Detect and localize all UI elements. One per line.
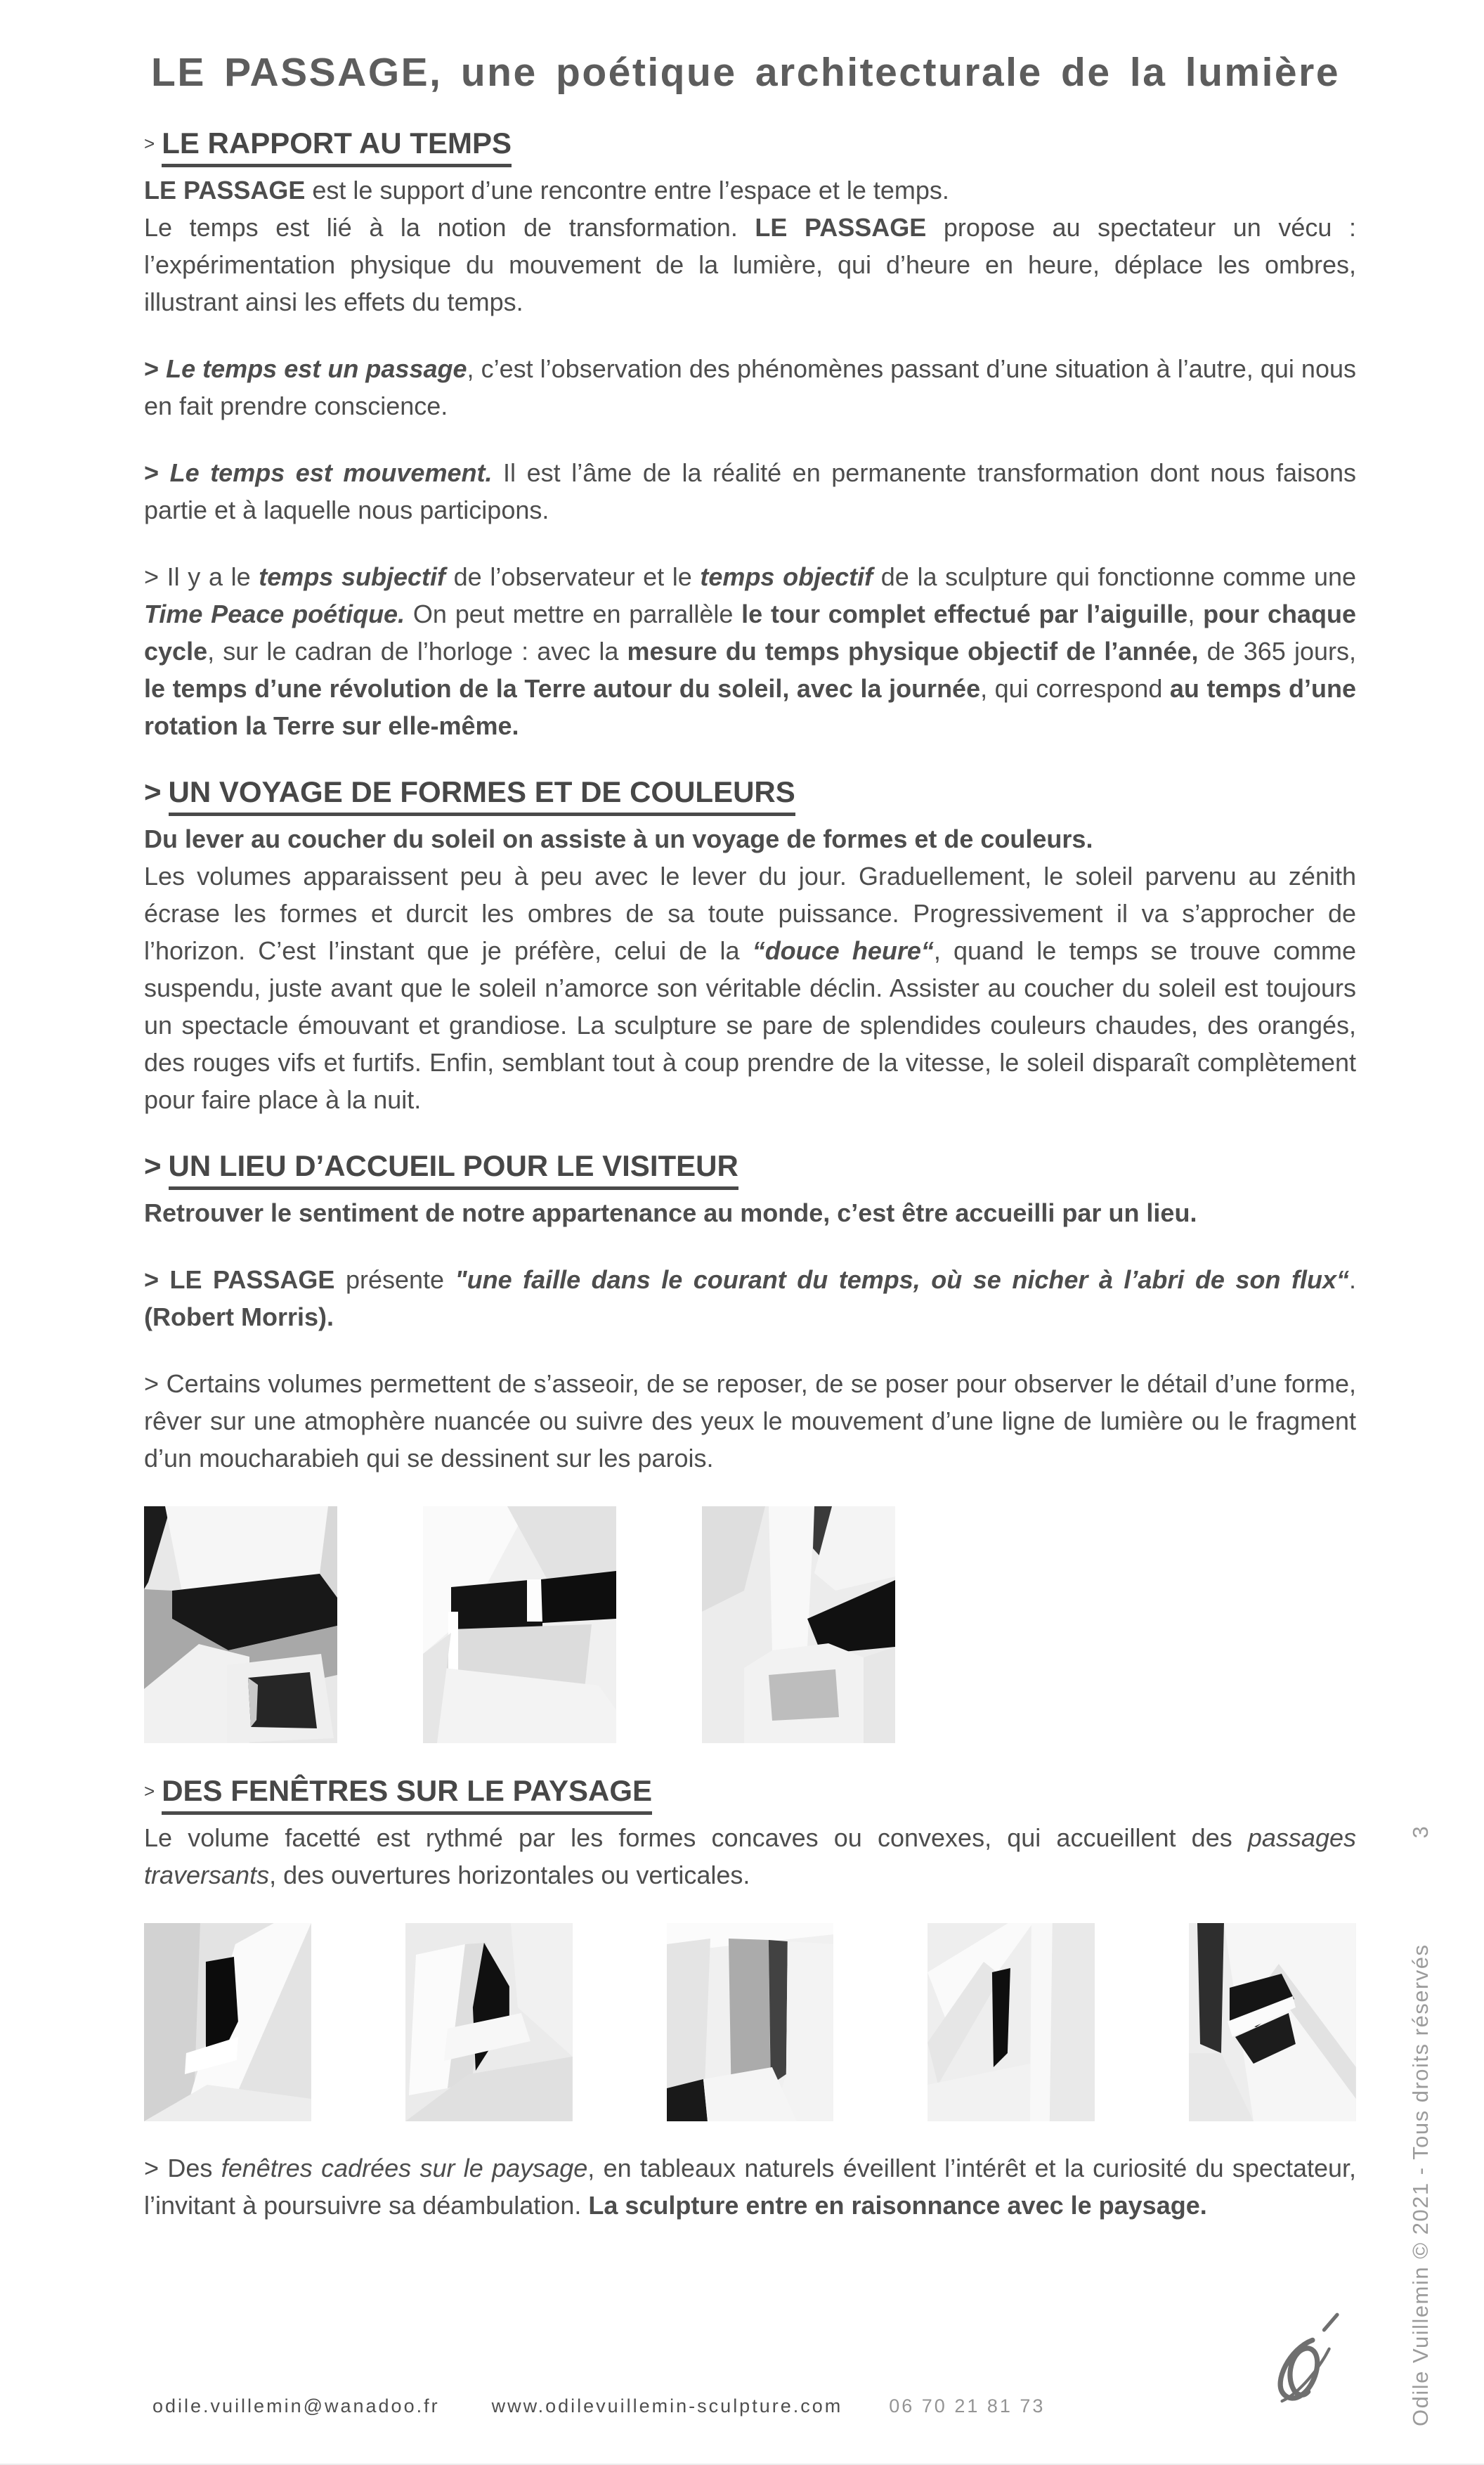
paragraph: > Le temps est un passage, c’est l’observation des phénomènes passant d’une situation à l’autre, qui nous en fait prendre conscience. xyxy=(144,354,1356,420)
paragraph: Du lever au coucher du soleil on assiste à un voyage de formes et de couleurs. xyxy=(144,824,1093,853)
sculpture-photo-7 xyxy=(928,1923,1095,2121)
sculpture-photo-3 xyxy=(702,1506,895,1743)
paragraph: Le temps est lié à la notion de transformation. LE PASSAGE propose au spectateur un vécu : l’expérimentation physique du mouvement de la lumière, qui d’heure en heure, déplace les ombres, illustrant ainsi les effets du temps. xyxy=(144,213,1356,316)
chevron-prefix: > xyxy=(144,133,155,154)
paragraph: Le volume facetté est rythmé par les formes concaves ou convexes, qui accueillent des passages traversants, des ouvertures horizontales ou verticales. xyxy=(144,1823,1356,1889)
section-heading-rapport-au-temps xyxy=(144,127,1356,160)
section-heading-text: UN VOYAGE DE FORMES ET DE COULEURS xyxy=(169,775,795,816)
paragraph: Retrouver le sentiment de notre appartenance au monde, c’est être accueilli par un lieu. xyxy=(144,1198,1197,1227)
chevron-prefix: > xyxy=(144,1780,155,1801)
section-heading-text: LE RAPPORT AU TEMPS xyxy=(162,127,512,167)
sculpture-photo-6 xyxy=(667,1923,834,2121)
copyright-vertical xyxy=(1408,1825,1433,2426)
section-heading-lieu-accueil xyxy=(144,1149,1356,1183)
page-number: 3 xyxy=(1408,1825,1433,1839)
footer-email: odile.vuillemin@wanadoo.fr xyxy=(152,2395,440,2417)
paragraph: > Le temps est mouvement. Il est l’âme de la réalité en permanente transformation dont nous faisons partie et à laquelle nous participons. xyxy=(144,458,1357,524)
footer-website: www.odilevuillemin-sculpture.com xyxy=(491,2395,843,2417)
paragraph: > Des fenêtres cadrées sur le paysage, en tableaux naturels éveillent l’intérêt et la curiosité du spectateur, l’invitant à poursuivre sa déambulation. La sculpture entre en raisonnance avec le paysage. xyxy=(144,2154,1357,2220)
copyright-text: Odile Vuillemin © 2021 - Tous droits réservés xyxy=(1408,1943,1433,2426)
paragraph: LE PASSAGE est le support d’une rencontre entre l’espace et le temps. xyxy=(144,176,949,205)
chevron-prefix: > xyxy=(144,1149,162,1182)
sculpture-photo-2 xyxy=(423,1506,616,1743)
photo-row-2 xyxy=(144,1923,1356,2121)
section-heading-fenetres-paysage xyxy=(144,1774,1356,1808)
chevron-prefix: > xyxy=(144,775,162,808)
paragraph: Les volumes apparaissent peu à peu avec le lever du jour. Graduellement, le soleil parvenu au zénith écrase les formes et durcit les ombres de sa toute puissance. Progressivement il va s’approcher de l’horizon. C’est l’instant que je préfère, celui de la “douce heure“, quand le temps se trouve comme suspendu, juste avant que le soleil n’amorce son véritable déclin. Assister au coucher du soleil est toujours un spectacle émouvant et grandiose. La sculpture se pare de splendides couleurs chaudes, des orangés, des rouges vifs et furtifs. Enfin, semblant tout à coup prendre de la vitesse, le soleil disparaît complètement pour faire place à la nuit. xyxy=(144,862,1356,1114)
paragraph: > LE PASSAGE présente "une faille dans le courant du temps, où se nicher à l’abri de son flux“. (Robert Morris). xyxy=(144,1265,1356,1331)
paragraph: > Il y a le temps subjectif de l’observateur et le temps objectif de la sculpture qui fonctionne comme une Time Peace poétique. On peut mettre en parrallèle le tour complet effectué par l’aiguille, pour chaque cycle, sur le cadran de l’horloge : avec la mesure du temps physique objectif de l’année, de 365 jours, le temps d’une révolution de la Terre autour du soleil, avec la journée, qui correspond au temps d’une rotation la Terre sur elle-même. xyxy=(144,562,1357,740)
document-content xyxy=(144,0,1356,2224)
section-heading-voyage-formes-couleurs xyxy=(144,775,1356,809)
section-heading-text: UN LIEU D’ACCUEIL POUR LE VISITEUR xyxy=(169,1149,738,1190)
signature xyxy=(1261,2311,1346,2420)
page-title: LE PASSAGE, une poétique architecturale de la lumière xyxy=(151,50,1341,95)
footer-phone: 06 70 21 81 73 xyxy=(889,2395,1046,2417)
photo-row-1 xyxy=(144,1506,1356,1743)
section-heading-text: DES FENÊTRES SUR LE PAYSAGE xyxy=(162,1774,652,1815)
sculpture-photo-1 xyxy=(144,1506,337,1743)
paragraph: > Certains volumes permettent de s’asseoir, de se reposer, de se poser pour observer le détail d’une forme, rêver sur une atmophère nuancée ou suivre des yeux le mouvement d’une ligne de lumière ou le fragment d’un moucharabieh qui se dessinent sur les parois. xyxy=(144,1369,1356,1473)
sculpture-photo-5 xyxy=(405,1923,573,2121)
footer xyxy=(152,2395,1045,2417)
sculpture-photo-4 xyxy=(144,1923,311,2121)
sculpture-photo-8 xyxy=(1189,1923,1356,2121)
